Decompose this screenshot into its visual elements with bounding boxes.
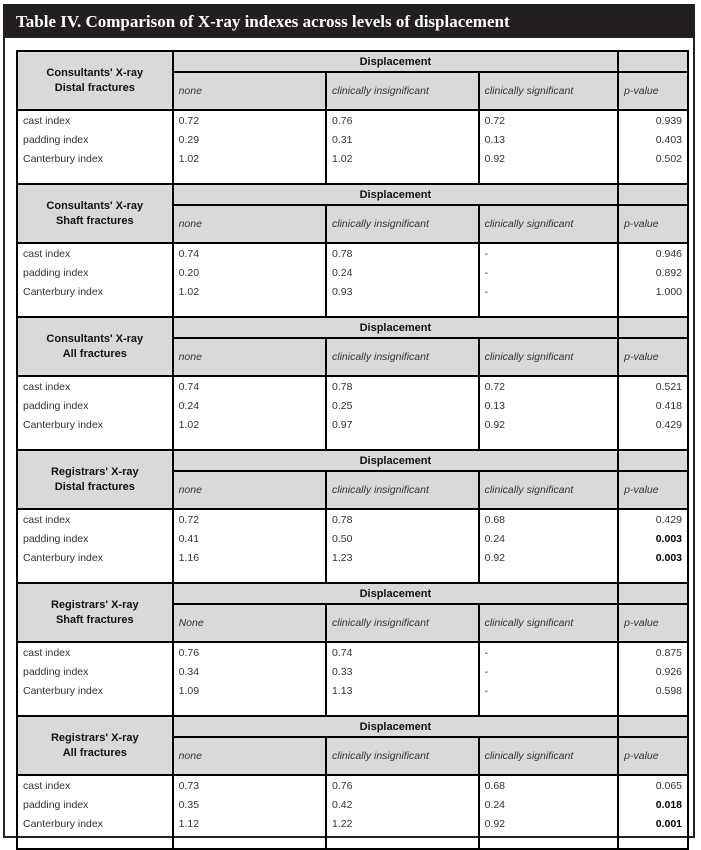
value-cell: - xyxy=(479,681,619,700)
table-row xyxy=(17,509,688,529)
column-header: p-value xyxy=(618,471,688,509)
value-cell: 0.50 xyxy=(326,529,479,548)
value-cell: 0.74 xyxy=(173,376,326,396)
row-label: padding index xyxy=(17,130,173,149)
section-header-row xyxy=(17,450,688,471)
row-label: Canterbury index xyxy=(17,681,173,700)
p-value-cell: 0.065 xyxy=(618,775,688,795)
row-label: padding index xyxy=(17,396,173,415)
p-value-cell: 0.003 xyxy=(618,548,688,567)
column-header: None xyxy=(173,604,326,642)
value-cell: - xyxy=(479,642,619,662)
section-label xyxy=(17,51,173,110)
row-label: cast index xyxy=(17,775,173,795)
value-cell: 1.12 xyxy=(173,814,326,833)
value-cell: 1.09 xyxy=(173,681,326,700)
value-cell: - xyxy=(479,282,619,301)
table-row xyxy=(17,415,688,434)
value-cell: 0.33 xyxy=(326,662,479,681)
section-title-line2: Distal fractures xyxy=(54,81,135,94)
value-cell: 1.02 xyxy=(173,282,326,301)
section-label xyxy=(17,184,173,243)
row-label: cast index xyxy=(17,243,173,263)
section-header-row xyxy=(17,317,688,338)
value-cell: 0.24 xyxy=(326,263,479,282)
value-cell: 0.93 xyxy=(326,282,479,301)
empty-header-cell xyxy=(618,583,688,604)
column-header: clinically significant xyxy=(479,604,619,642)
value-cell: 0.42 xyxy=(326,795,479,814)
displacement-header: Displacement xyxy=(173,583,619,604)
row-label: padding index xyxy=(17,795,173,814)
table-row xyxy=(17,681,688,700)
value-cell: 0.78 xyxy=(326,376,479,396)
section-title-line1: Registrars' X-ray xyxy=(50,598,139,611)
value-cell: 0.24 xyxy=(479,795,619,814)
value-cell: 0.68 xyxy=(479,775,619,795)
value-cell: 0.29 xyxy=(173,130,326,149)
section-label xyxy=(17,317,173,376)
p-value-cell: 0.502 xyxy=(618,149,688,168)
value-cell: 1.16 xyxy=(173,548,326,567)
empty-header-cell xyxy=(618,317,688,338)
column-header: clinically insignificant xyxy=(326,338,479,376)
value-cell: 0.78 xyxy=(326,509,479,529)
table-row xyxy=(17,243,688,263)
column-header: none xyxy=(173,737,326,775)
table-row xyxy=(17,662,688,681)
displacement-header: Displacement xyxy=(173,184,619,205)
section-header-row xyxy=(17,716,688,737)
empty-header-cell xyxy=(618,716,688,737)
table-row xyxy=(17,529,688,548)
section-label xyxy=(17,450,173,509)
spacer-row xyxy=(17,833,688,849)
empty-header-cell xyxy=(618,450,688,471)
value-cell: 0.41 xyxy=(173,529,326,548)
value-cell: 0.76 xyxy=(326,110,479,130)
table-row xyxy=(17,376,688,396)
column-header: none xyxy=(173,471,326,509)
column-header: none xyxy=(173,205,326,243)
spacer-row xyxy=(17,434,688,450)
row-label: padding index xyxy=(17,529,173,548)
p-value-cell: 0.875 xyxy=(618,642,688,662)
value-cell: 0.92 xyxy=(479,415,619,434)
value-cell: 0.76 xyxy=(173,642,326,662)
table-row xyxy=(17,795,688,814)
p-value-cell: 0.003 xyxy=(618,529,688,548)
p-value-cell: 0.892 xyxy=(618,263,688,282)
section-title-line1: Consultants' X-ray xyxy=(46,199,144,212)
table-row xyxy=(17,263,688,282)
column-header: p-value xyxy=(618,604,688,642)
section-header-row xyxy=(17,51,688,72)
column-header: clinically significant xyxy=(479,72,619,110)
section-title-line2: Shaft fractures xyxy=(55,214,134,227)
p-value-cell: 0.429 xyxy=(618,509,688,529)
spacer-row xyxy=(17,567,688,583)
section-title-line2: Distal fractures xyxy=(54,480,135,493)
column-header: clinically significant xyxy=(479,471,619,509)
column-header: clinically insignificant xyxy=(326,72,479,110)
p-value-cell: 0.926 xyxy=(618,662,688,681)
p-value-cell: 1.000 xyxy=(618,282,688,301)
p-value-cell: 0.521 xyxy=(618,376,688,396)
row-label: Canterbury index xyxy=(17,282,173,301)
column-header: none xyxy=(173,338,326,376)
value-cell: 0.25 xyxy=(326,396,479,415)
row-label: Canterbury index xyxy=(17,814,173,833)
displacement-header: Displacement xyxy=(173,51,619,72)
value-cell: 0.76 xyxy=(326,775,479,795)
value-cell: 0.72 xyxy=(173,110,326,130)
section-title-line1: Consultants' X-ray xyxy=(46,66,144,79)
column-header: p-value xyxy=(618,737,688,775)
value-cell: 0.35 xyxy=(173,795,326,814)
section-title-line1: Consultants' X-ray xyxy=(46,332,144,345)
value-cell: 1.13 xyxy=(326,681,479,700)
section-label xyxy=(17,583,173,642)
p-value-cell: 0.018 xyxy=(618,795,688,814)
displacement-header: Displacement xyxy=(173,450,619,471)
value-cell: 0.92 xyxy=(479,149,619,168)
value-cell: - xyxy=(479,263,619,282)
table-row xyxy=(17,642,688,662)
value-cell: 0.31 xyxy=(326,130,479,149)
table-row xyxy=(17,775,688,795)
section-header-row xyxy=(17,583,688,604)
row-label: cast index xyxy=(17,110,173,130)
row-label: Canterbury index xyxy=(17,149,173,168)
section-label xyxy=(17,716,173,775)
spacer-row xyxy=(17,168,688,184)
row-label: Canterbury index xyxy=(17,415,173,434)
column-header: clinically significant xyxy=(479,205,619,243)
p-value-cell: 0.403 xyxy=(618,130,688,149)
table-row xyxy=(17,396,688,415)
value-cell: 1.02 xyxy=(173,149,326,168)
section-title-line2: All fractures xyxy=(62,347,127,360)
section-header-row xyxy=(17,184,688,205)
value-cell: 0.92 xyxy=(479,814,619,833)
p-value-cell: 0.946 xyxy=(618,243,688,263)
value-cell: 0.20 xyxy=(173,263,326,282)
value-cell: 0.24 xyxy=(173,396,326,415)
table-row xyxy=(17,149,688,168)
section-title-line2: All fractures xyxy=(62,746,127,759)
column-header: none xyxy=(173,72,326,110)
column-header: p-value xyxy=(618,205,688,243)
value-cell: 0.72 xyxy=(173,509,326,529)
p-value-cell: 0.598 xyxy=(618,681,688,700)
spacer-row xyxy=(17,301,688,317)
table-row xyxy=(17,282,688,301)
section-title-line1: Registrars' X-ray xyxy=(50,465,139,478)
table-row xyxy=(17,814,688,833)
value-cell: 0.24 xyxy=(479,529,619,548)
empty-header-cell xyxy=(618,51,688,72)
column-header: clinically significant xyxy=(479,737,619,775)
value-cell: 0.13 xyxy=(479,396,619,415)
column-header: clinically insignificant xyxy=(326,205,479,243)
value-cell: 0.73 xyxy=(173,775,326,795)
value-cell: 1.23 xyxy=(326,548,479,567)
displacement-header: Displacement xyxy=(173,716,619,737)
column-header: clinically significant xyxy=(479,338,619,376)
value-cell: 0.72 xyxy=(479,376,619,396)
value-cell: 0.97 xyxy=(326,415,479,434)
p-value-cell: 0.418 xyxy=(618,396,688,415)
column-header: clinically insignificant xyxy=(326,604,479,642)
column-header: clinically insignificant xyxy=(326,737,479,775)
p-value-cell: 0.429 xyxy=(618,415,688,434)
table-row xyxy=(17,548,688,567)
value-cell: 0.92 xyxy=(479,548,619,567)
column-header: p-value xyxy=(618,338,688,376)
value-cell: - xyxy=(479,662,619,681)
section-title-line1: Registrars' X-ray xyxy=(50,731,139,744)
displacement-header: Displacement xyxy=(173,317,619,338)
table-title: Table IV. Comparison of X-ray indexes across levels of displacement xyxy=(3,4,695,38)
comparison-table xyxy=(16,50,689,850)
table-row xyxy=(17,130,688,149)
row-label: cast index xyxy=(17,642,173,662)
column-header: clinically insignificant xyxy=(326,471,479,509)
row-label: padding index xyxy=(17,662,173,681)
empty-header-cell xyxy=(618,184,688,205)
value-cell: 0.13 xyxy=(479,130,619,149)
row-label: cast index xyxy=(17,376,173,396)
table-row xyxy=(17,110,688,130)
value-cell: 0.68 xyxy=(479,509,619,529)
value-cell: 0.74 xyxy=(173,243,326,263)
column-header: p-value xyxy=(618,72,688,110)
value-cell: 0.34 xyxy=(173,662,326,681)
value-cell: 1.02 xyxy=(326,149,479,168)
row-label: Canterbury index xyxy=(17,548,173,567)
p-value-cell: 0.939 xyxy=(618,110,688,130)
p-value-cell: 0.001 xyxy=(618,814,688,833)
value-cell: 1.02 xyxy=(173,415,326,434)
value-cell: 0.78 xyxy=(326,243,479,263)
row-label: cast index xyxy=(17,509,173,529)
value-cell: 0.72 xyxy=(479,110,619,130)
value-cell: - xyxy=(479,243,619,263)
spacer-row xyxy=(17,700,688,716)
row-label: padding index xyxy=(17,263,173,282)
section-title-line2: Shaft fractures xyxy=(55,613,134,626)
value-cell: 1.22 xyxy=(326,814,479,833)
value-cell: 0.74 xyxy=(326,642,479,662)
